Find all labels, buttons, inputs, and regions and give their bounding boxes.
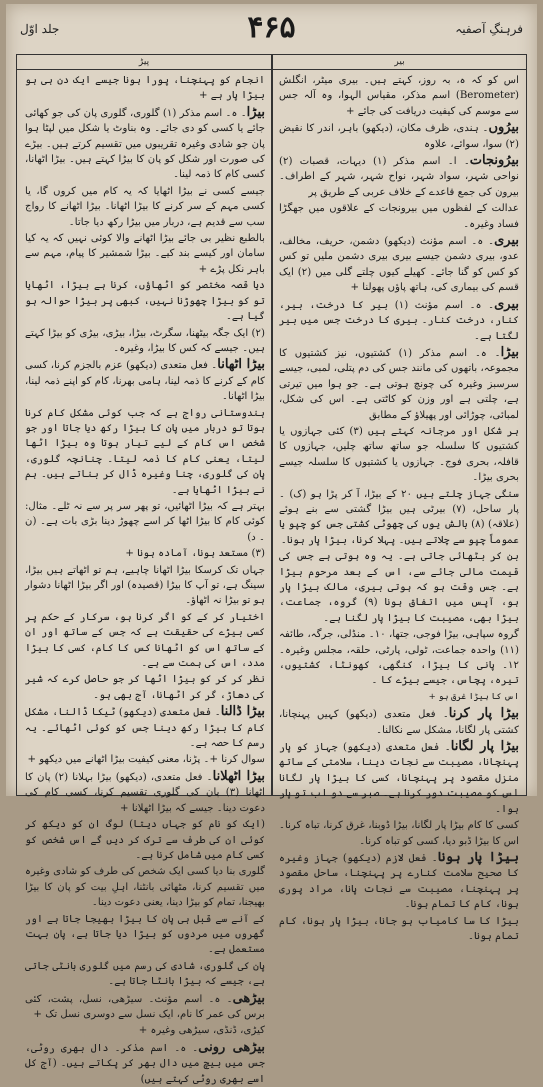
- entry-text: بن کر بٹھائی جاتی ہے۔ یہ وہ ہوتی ہے جس کی قیمت مالی جائے سے، اس کے بعد مرحوم بیڑا ہے۔ جس وقت ہو کہ ہوتی بیری، مالک بیڑا پار ہو، آپس میں اتفاق ہونا (۹) گروہ، جماعت، بیڑا بھی، مصیبت کا بیڑا پار لگنا ہے۔: [279, 551, 519, 624]
- dictionary-entry: [25, 73, 265, 104]
- dictionary-entry: [25, 817, 265, 863]
- dictionary-entry: [279, 120, 519, 152]
- entry-text: ۔ فعل متعدی، (دیکھو) بیڑا بہلانا (۲) پان کا اٹھانا (۳) پان کی گلوری تقسیم کرنا، کسی کام کی دعوت دینا۔ جیسے کہ بیڑا اٹھلانا +: [25, 771, 266, 814]
- entry-text: سنگی جہاز چلتے ہیں ۲۰ کے بیڑا، آ کر پڑا ہو (ک) ۔ پار ساحل، (۷) بیرٹی ہیں بیڑا گشتی سے بنے ہوئے (علاقہ) (۸) بالش یوں کی چھوٹی کشتی جس کو چپو یا عموماً چپو سے چلاتے ہیں۔ پہلا کرنا، بیڑا پار ہونا۔: [279, 488, 519, 546]
- entry-text: ۔ ہندی، ظرف مکان، (دیکھو) باہر، اندر کا نقیض (۲) سوا، سوائے، علاوہ: [279, 123, 519, 150]
- dictionary-entry: [279, 914, 519, 945]
- headword: بیرُونجات: [469, 153, 519, 169]
- dictionary-entry: [25, 499, 265, 545]
- dictionary-entry: [279, 297, 519, 344]
- right-column: [279, 73, 520, 942]
- left-column-head: پیڑ: [17, 55, 271, 70]
- column-divider: [271, 55, 273, 795]
- entry-text: کیڑی، ڈنڈی، سیڑھی وغیرہ +: [138, 1025, 265, 1037]
- dictionary-entry: [25, 1040, 265, 1087]
- headword: بیڑا: [500, 344, 519, 360]
- entry-text: نظر کر کر کو بیڑا اٹھا کر جو حاصل کرے کہ شیر کی دھاڑ، گر کر اٹھانا، آج بھی ہو۔: [25, 674, 265, 701]
- dictionary-entry: [279, 233, 519, 296]
- entry-text: ۔ ہ۔ اسم مذکر (۱) کشتیوں، نیز کشتیوں کا مجموعہ، باتھوں کی مانند جس کی دم پتلی، لمبی، جیسے سرسبز وغیرہ کی چونچ ہوتی ہے۔ جو ہوا میں تیرتی ہے، چلتی ہے اور وزن کو کاٹتی ہے۔ اس کی شکل، لمبائی، چوڑائی اور پھیلاؤ کے مطابق: [279, 347, 519, 421]
- dictionary-entry: [279, 549, 519, 626]
- dictionary-entry: [279, 487, 519, 549]
- dictionary-entry: [279, 818, 519, 849]
- document-page: [6, 4, 537, 1085]
- entry-text: (ایک کو نام کو جہاں دیتا) لوگ ان کو دیکھ کر کوئی ان کی طرف سے ترک کر دیں گے اس شخص کو کسی کام میں شامل کرنا ہے۔: [25, 819, 265, 861]
- page-number: ۴۶۵: [247, 10, 296, 45]
- entry-text: اختیار کر کے کو اگر کرنا ہو، سرکار کے حکم پر کسی بیڑے کی حقیقت ہے کہ جس کے ساتھ اور ان کے ساتھ اس کو اٹھانا کس کا کام، کسی کا بیڑا مدد، اس کی ہمت سے ہے۔: [25, 611, 265, 670]
- dictionary-entry: [25, 278, 265, 324]
- headword: بیڑا: [246, 104, 265, 120]
- entry-text: ۔ ہ۔ اسم مذکر (۱) گلوری، گلوری پان کی جو کھائی جائے یا کسی کو دی جائے۔ وہ بناوٹ یا شکل میں لپٹا ہوا پان جو شادی وغیرہ تقریبوں میں تقسیم کرتے ہیں۔ بیڑے کی صورت اور شکل کو پان کا بیڑا کہتے ہیں۔ بیڑا اٹھانا، کسی کام کا ذمہ لینا۔: [25, 107, 265, 181]
- right-column-head: بیر: [273, 55, 526, 70]
- text-frame: [16, 54, 527, 1085]
- entry-text: ۔ ہ۔ اسم مؤنث (دیکھو) دشمن، حریف، مخالف، عدو، بیری دشمن جیسے بیری بیری دشمن ملیں تو کس کو کس کو گنا جائے۔ کھیلے کیوں چلتے گلی میں (۲) ایک قسم کی بیماری کی، ہاتھ پاؤں پھولنا +: [279, 236, 519, 294]
- entry-text: بالطبع نظیر بی جائے بیڑا اٹھانے والا کوئی نہیں کہ یہ کیا سامان اور کیسے بند کیے۔ بیڑا شمشیر کا پیام، مہم سے باہر نکل پڑے +: [25, 233, 265, 275]
- entry-text: ۔ فعل متعدی (دیکھو) جہاز کو پار پہنچانا، مصیبت سے نجات دینا، سلامتی کے ساتھ منزل مقصود پر پہنچانا، کسی کا بیڑا پار لگانا اس کو مصیبت دور کرنا ہے۔ صبر سے دو اب تو پار ہوا۔: [279, 742, 519, 815]
- entry-text: ۔ ا۔ اسم مذکر (۱) دیہات، قصبات (۲) نواحی شہر، سواد شہر، نواح شہر، شہر کے اطراف۔ بیرون کی جمع قاعدے کے خلاف عربی کے طریق پر: [279, 156, 519, 198]
- dictionary-entry: [25, 231, 265, 277]
- headword: بیڑا پار لگانا: [450, 739, 519, 755]
- dictionary-entry: [25, 546, 265, 561]
- headword: بیڑا پار کرنا: [448, 706, 519, 722]
- headword: بیڑا ڈالنا: [220, 704, 265, 720]
- page-header: [6, 8, 537, 50]
- entry-text: ۔ فعل متعدی (دیکھو) ٹیکا ڈالنا، مشکل کام کا بیڑا رکھ دینا جس کو کوئی اٹھائے۔ یہ رسم کا حصہ ہے۔: [25, 707, 265, 750]
- entry-text: کے آنے سے قبل ہی پان کا بیڑا بھیجا جاتا ہے اور گھروں میں مردوں کو بیڑا دیا جاتا ہے، پان بہت مستعمل ہے۔: [25, 913, 265, 956]
- headword: بیری: [494, 233, 519, 249]
- headword: بیرُوں: [488, 120, 519, 136]
- entry-text: جہاں تک کرسکا بیڑا اٹھانا چاہیے، ہم تو اٹھاتے ہیں بیڑا، سینگ ہے، تو آپ کا بیڑا (قصیدہ) اور اگر بیڑا اٹھانا دشوار ہو تو بیڑا نہ اٹھاؤ۔: [25, 564, 265, 607]
- entry-text: (۲) ایک جگہ بیٹھنا، سگرٹ، بیڑا، بیڑی، بیڑی کو بیڑا کہتے ہیں۔ جیسے کہ کس کا بیڑا، وغیرہ۔: [25, 327, 265, 354]
- dictionary-entry: [25, 704, 265, 751]
- entry-text: ۔ فعل متعدی (دیکھو) عزم بالجزم کرنا، کسی کام کے کرنے کا ذمہ لینا، ہامی بھرنا، کام کو اپنے ذمہ لینا، بیڑا اٹھانا۔: [25, 360, 265, 403]
- headword: بیڑھی: [232, 990, 265, 1006]
- dictionary-entry: [25, 672, 265, 703]
- headword: بیڑھی رونی: [198, 1039, 265, 1055]
- dictionary-entry: [279, 345, 519, 423]
- entry-text: دیا قصہ مختصر کو اٹھاؤں، کرنا ہے بیڑا، اٹھایا تو کو بیڑا چھوڑنا نہیں، کبھی پر بیڑا حوالہ ہو گیا ہے۔: [25, 280, 265, 323]
- dictionary-entry: [25, 864, 265, 910]
- dictionary-entry: [25, 105, 265, 183]
- dictionary-entry: [25, 959, 265, 990]
- dictionary-entry: [25, 912, 265, 958]
- dictionary-entry: [25, 752, 265, 767]
- entry-text: (۳) مستعد ہونا، آمادہ ہونا +: [125, 548, 265, 560]
- dictionary-entry: [279, 424, 519, 486]
- dictionary-entry: [25, 769, 265, 816]
- headword: بیڑا اٹھانا: [217, 357, 265, 373]
- dictionary-entry: [279, 73, 519, 119]
- entry-text: کسی کا کام بیڑا پار لگانا، بیڑا ڈوبنا، غرق کرنا، تباہ کرنا۔ اس کا بیڑا ڈبو دیا، کسی کو تباہ کرنا۔: [279, 820, 519, 847]
- headword: بیڑا پار ہونا: [437, 849, 519, 865]
- entry-text: ۔ فعل متعدی (دیکھو) کہیں پہنچانا، کشتی پار لگانا، مشکل سے نکالنا۔: [279, 709, 519, 736]
- entry-text: ۔ ہ۔ اسم مؤنث۔ سیڑھی، نسل، پشت، کئی برس کی عمر کا نام، ایک نسل سے دوسری نسل تک +: [25, 993, 265, 1020]
- entry-text: ۔ فعل لازم (دیکھو) جہاز وغیرہ کا صحیح سلامت کنارے پر پہنچنا، ساحل مقصود پر پہنچنا، مصیبت سے نجات پانا، مراد پوری ہونا، کام کا تمام ہونا۔: [279, 852, 519, 911]
- dictionary-entry: [25, 1023, 265, 1038]
- entry-text: ہر شکل اور مرجانہ کہتے ہیں (۳) کئی جہازوں یا کشتیوں کا سلسلہ جو ساتھ ساتھ چلیں، جہازوں کا قافلہ، بحری فوج۔ جہازوں یا کشتیوں کا سلسلہ جیسے بحری بیڑا۔: [279, 425, 519, 484]
- dictionary-entry: [25, 184, 265, 230]
- dictionary-entry: [279, 153, 519, 200]
- entry-text: اس کا بیڑا غرق ہو +: [428, 691, 519, 702]
- dictionary-entry: [279, 850, 519, 913]
- entry-text: بہتر ہے کہ بیڑا اٹھائیں، تو پھر سر پر سے نہ ٹلے۔ مثال: کوئی کام کا بیڑا اٹھا کر اسے چھوڑ دینا بڑی بات ہے۔ (ن ۔ د): [25, 500, 265, 543]
- entry-text: بیڑا کا سا کامیاب ہو جانا، بیڑا پار ہونا، کام تمام ہونا۔: [279, 915, 519, 942]
- entry-text: سوال کرنا +۔ پڑنا، معنی کیفیت بیڑا اٹھانے میں دیکھو +: [27, 754, 265, 766]
- dictionary-entry: [25, 991, 265, 1023]
- dictionary-entry: [279, 627, 519, 689]
- dictionary-entry: [25, 326, 265, 357]
- headword: بیری: [494, 296, 520, 312]
- dictionary-entry: [25, 563, 265, 609]
- dictionary-entry: [25, 610, 265, 672]
- dictionary-entry: [279, 706, 519, 738]
- dictionary-entry: [279, 739, 519, 817]
- entry-text: گروہ سپاہی، بیڑا فوجی، جتھا، ۱۰۔ منڈلی، جرگہ، طائفہ (۱۱) واحدہ جماعت، ٹولی، پارٹی، حلقہ، مجلس وغیرہ۔ ۱۲۔ پانی کا بیڑا، کنگھی، کھونٹا، کشتیوں، تیرہ، پچاس، جیسے بیڑے کا ۔: [279, 629, 519, 687]
- entry-text: گلوری بنا دیا کسی ایک شخص کی طرف کو شادی وغیرہ میں تقسیم کرنا، مٹھائی بانٹنا، اہلِ بیت کو پان کا بیڑا بھیجنا، تمام کو بیڑا دینا، یعنی دعوت دینا۔: [25, 866, 265, 909]
- entry-text: اس کو کہ ہ، بہ روز، کہتے ہیں۔ بیری میٹر، انگلش (Berometer) اسم مذکر، مقیاس الہوا، وہ آلہ جس سے موسم کی کیفیت دریافت کی جائے +: [279, 75, 519, 117]
- dictionary-entry: [279, 201, 519, 232]
- book-title: فرہنگِ آصفیہ: [455, 22, 523, 36]
- entry-text: ۔ ہ۔ اسم مذکر۔ دال بھری روٹی، جس میں بیچ میں دال بھر کر پکاتے ہیں۔ (آج کل اسے بھری روٹی کہتے ہیں): [25, 1042, 265, 1085]
- entry-text: ہندوستانی رواج ہے کہ جب کوئی مشکل کام کرنا ہوتا تو دربار میں پان کا بیڑا رکھ دیا جاتا اور جو شخص اس کام کے لیے تیار ہوتا وہ بیڑا اٹھا لیتا، یعنی کام کا ذمہ لیتا۔ چنانچہ گلوری، پان کی گلوری، چنا وغیرہ ڈال کر بناتے ہیں۔ ہم نے بیڑا اٹھایا ہے۔: [25, 407, 265, 496]
- volume-label: جلد اوّل: [20, 22, 60, 36]
- entry-text: عدالت کے لفظوں میں بیرونجات کے علاقوں میں جھگڑا فساد وغیرہ۔: [279, 203, 519, 230]
- entry-text: پان کی گلوری، شادی کی رسم میں گلوری بانٹی جاتی ہے، جیسے کہ بیڑا بانٹا جاتا ہے۔: [25, 960, 265, 988]
- entry-text: ۔ ہ۔ اسم مؤنث (۱) بیر کا درخت، بیر، کنار، درخت کنار۔ بیری کا درخت جس میں بیر لگتا ہے۔: [279, 299, 519, 342]
- dictionary-entry: [25, 406, 265, 498]
- dictionary-entry: [25, 357, 265, 404]
- left-column: [25, 73, 266, 1085]
- dictionary-entry: [279, 690, 519, 705]
- headword: بیڑا اٹھلانا: [212, 768, 265, 784]
- entry-text: انجام کو پہنچنا، پورا ہونا جیسے ایک دن ہی ہو بیڑا پار ہے +: [25, 75, 265, 102]
- entry-text: جیسے کسی نے بیڑا اٹھایا کہ یہ کام میں کروں گا، یا کسی مہم کے سر کرنے کا بیڑا اٹھانا۔ بیڑا اٹھانے کا رواج سب سے قدیم ہے، دربار میں بیڑا رکھ دیا جاتا۔: [25, 185, 265, 228]
